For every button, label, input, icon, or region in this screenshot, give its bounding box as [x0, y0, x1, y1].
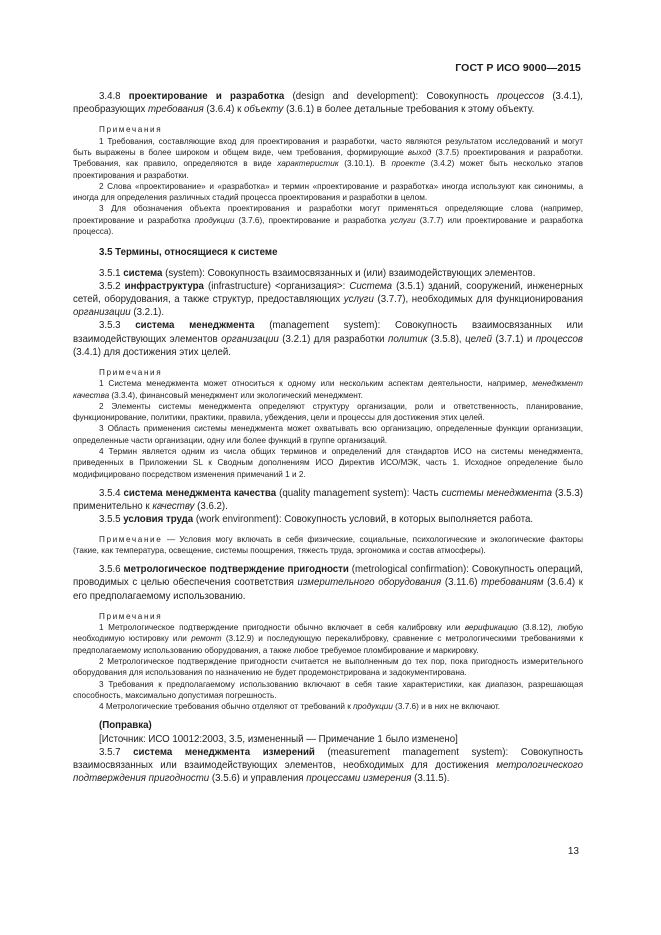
page-header: ГОСТ Р ИСО 9000—2015 [455, 62, 581, 74]
notes-heading: Примечания [99, 611, 163, 621]
section-heading-3-5: 3.5 Термины, относящиеся к системе [99, 247, 278, 259]
note-3-5-3-3: 3 Область применения системы менеджмента может охватывать всю организацию, определенные функции организации, определенные части организации, одну или более функций в группе организаций. [73, 424, 583, 445]
amendment-label: (Поправка) [99, 720, 152, 732]
notes-heading: Примечания [99, 368, 163, 377]
note-3-5-3-2: 2 Элементы системы менеджмента определяют структуру организации, роли и ответственность, планирование, функционирование, политики, практики, правила, убеждения, цели и процессы для достижения этих целей. [73, 401, 583, 423]
note-3-5-5: Примечание — Условия могу включать в себя физические, социальные, психологические и экологические факторы (такие, как температура, освещение, системы поощрения, тяжесть труда, эргономика и состав атмосферы). [73, 534, 583, 555]
page-number: 13 [567, 846, 579, 857]
note-3-4-8-1: 1 Требования, составляющие вход для проектирования и разработки, часто являются результатом исследований и могут быть выражены в более широком и общем виде, чем требования, формирующие выход (3.7.5) проектирования и разработки. Требования, как правило, определяются в виде характеристик (3.10.1). В проекте (3.4.2) может быть несколько этапов проектирования и разработки. [73, 136, 584, 180]
note-3-5-6-4: 4 Метрологические требования обычно отделяют от требований к продукции (3.7.6) и в них не включают. [99, 702, 501, 712]
term-3-5-7: 3.5.7 система менеджмента измерений (measurement management system): Совокупность взаимосвязанных или взаимодействующих элементов, необходимых для достижения метрологического подтверждения пригодности (3.5.6) и управления процессами измерения (3.11.5). [73, 746, 584, 785]
term-3-4-8: 3.4.8 проектирование и разработка (design and development): Совокупность процессов (3.4.1), преобразующих требования (3.6.4) к объекту (3.6.1) в более детальные требования к этому объекту. [73, 91, 584, 116]
note-3-5-6-3: 3 Требования к предполагаемому использованию включают в себя такие характеристики, как диапазон, разрешающая способность, максимально допустимая погрешность. [73, 679, 583, 700]
note-3-4-8-2: 2 Слова «проектирование» и «разработка» и термин «проектирование и разработка» иногда используют как синонимы, а иногда для определения различных стадий процесса проектирования и разработки в целом. [73, 181, 583, 203]
notes-heading: Примечания [99, 125, 163, 135]
term-3-5-6: 3.5.6 метрологическое подтверждение пригодности (metrological confirmation): Совокупность операций, проводимых с целью обеспечения соответствия измерительного оборудования (3.11.6) требованиям (3.6.4) к его предполагаемому использованию. [73, 564, 584, 602]
note-3-5-6-1: 1 Метрологическое подтверждение пригодности обычно включает в себя калибровку или верификацию (3.8.12), любую необходимую юстировку или ремонт (3.12.9) и последующую перекалибровку, сравнение с метрологическими требованиями к предполагаемому использованию оборудования, а также любое требуемое пломбирование и маркировку. [73, 623, 584, 655]
term-3-5-3: 3.5.3 система менеджмента (management system): Совокупность взаимосвязанных или взаимодействующих элементов организации (3.2.1) для разработки политик (3.5.8), целей (3.7.1) и процессов (3.4.1) для достижения этих целей. [73, 320, 583, 358]
page-content [73, 90, 583, 785]
note-3-5-6-2: 2 Метрологическое подтверждение пригодности считается не выполненным до тех пор, пока пригодность измерительного оборудования для использования по назначению не будет продемонстрирована и задокументирована. [73, 656, 583, 678]
note-3-4-8-3: 3 Для обозначения объекта проектирования и разработки могут применяться определяющие слова (например, проектирование и разработка продукции (3.7.6), проектирование и разработка услуги (3.7.7) или проектирование и разработка процесса). [73, 204, 583, 237]
term-3-5-5: 3.5.5 условия труда (work environment): Совокупность условий, в которых выполняется работа. [99, 514, 534, 526]
term-3-5-1: 3.5.1 система (system): Совокупность взаимосвязанных и (или) взаимодействующих элементов. [99, 267, 536, 279]
term-3-5-4: 3.5.4 система менеджмента качества (quality management system): Часть системы менеджмента (3.5.3) применительно к качеству (3.6.2). [73, 487, 583, 513]
note-3-5-3-4: 4 Термин является одним из числа общих терминов и определений для стандартов ИСО на системы менеджмента, приведенных в Приложении SL к Сводным дополнениям ИСО Директив ИСО/МЭК, часть 1. Исходное определение было модифицировано посредством изменения примечаний 1 и 2. [73, 447, 583, 479]
source-citation: [Источник: ИСО 10012:2003, 3.5, измененный — Примечание 1 было изменено] [99, 733, 458, 745]
term-3-5-2: 3.5.2 инфраструктура (infrastructure) <организация>: Система (3.5.1) зданий, сооружений, инженерных сетей, оборудования, а также структур, предоставляющих услуги (3.7.7), необходимых для функционирования организации (3.2.1). [73, 280, 583, 319]
note-3-5-3-1: 1 Система менеджмента может относиться к одному или нескольким аспектам деятельности, например, менеджмент качества (3.3.4), финансовый менеджмент или экологический менеджмент. [73, 379, 584, 400]
